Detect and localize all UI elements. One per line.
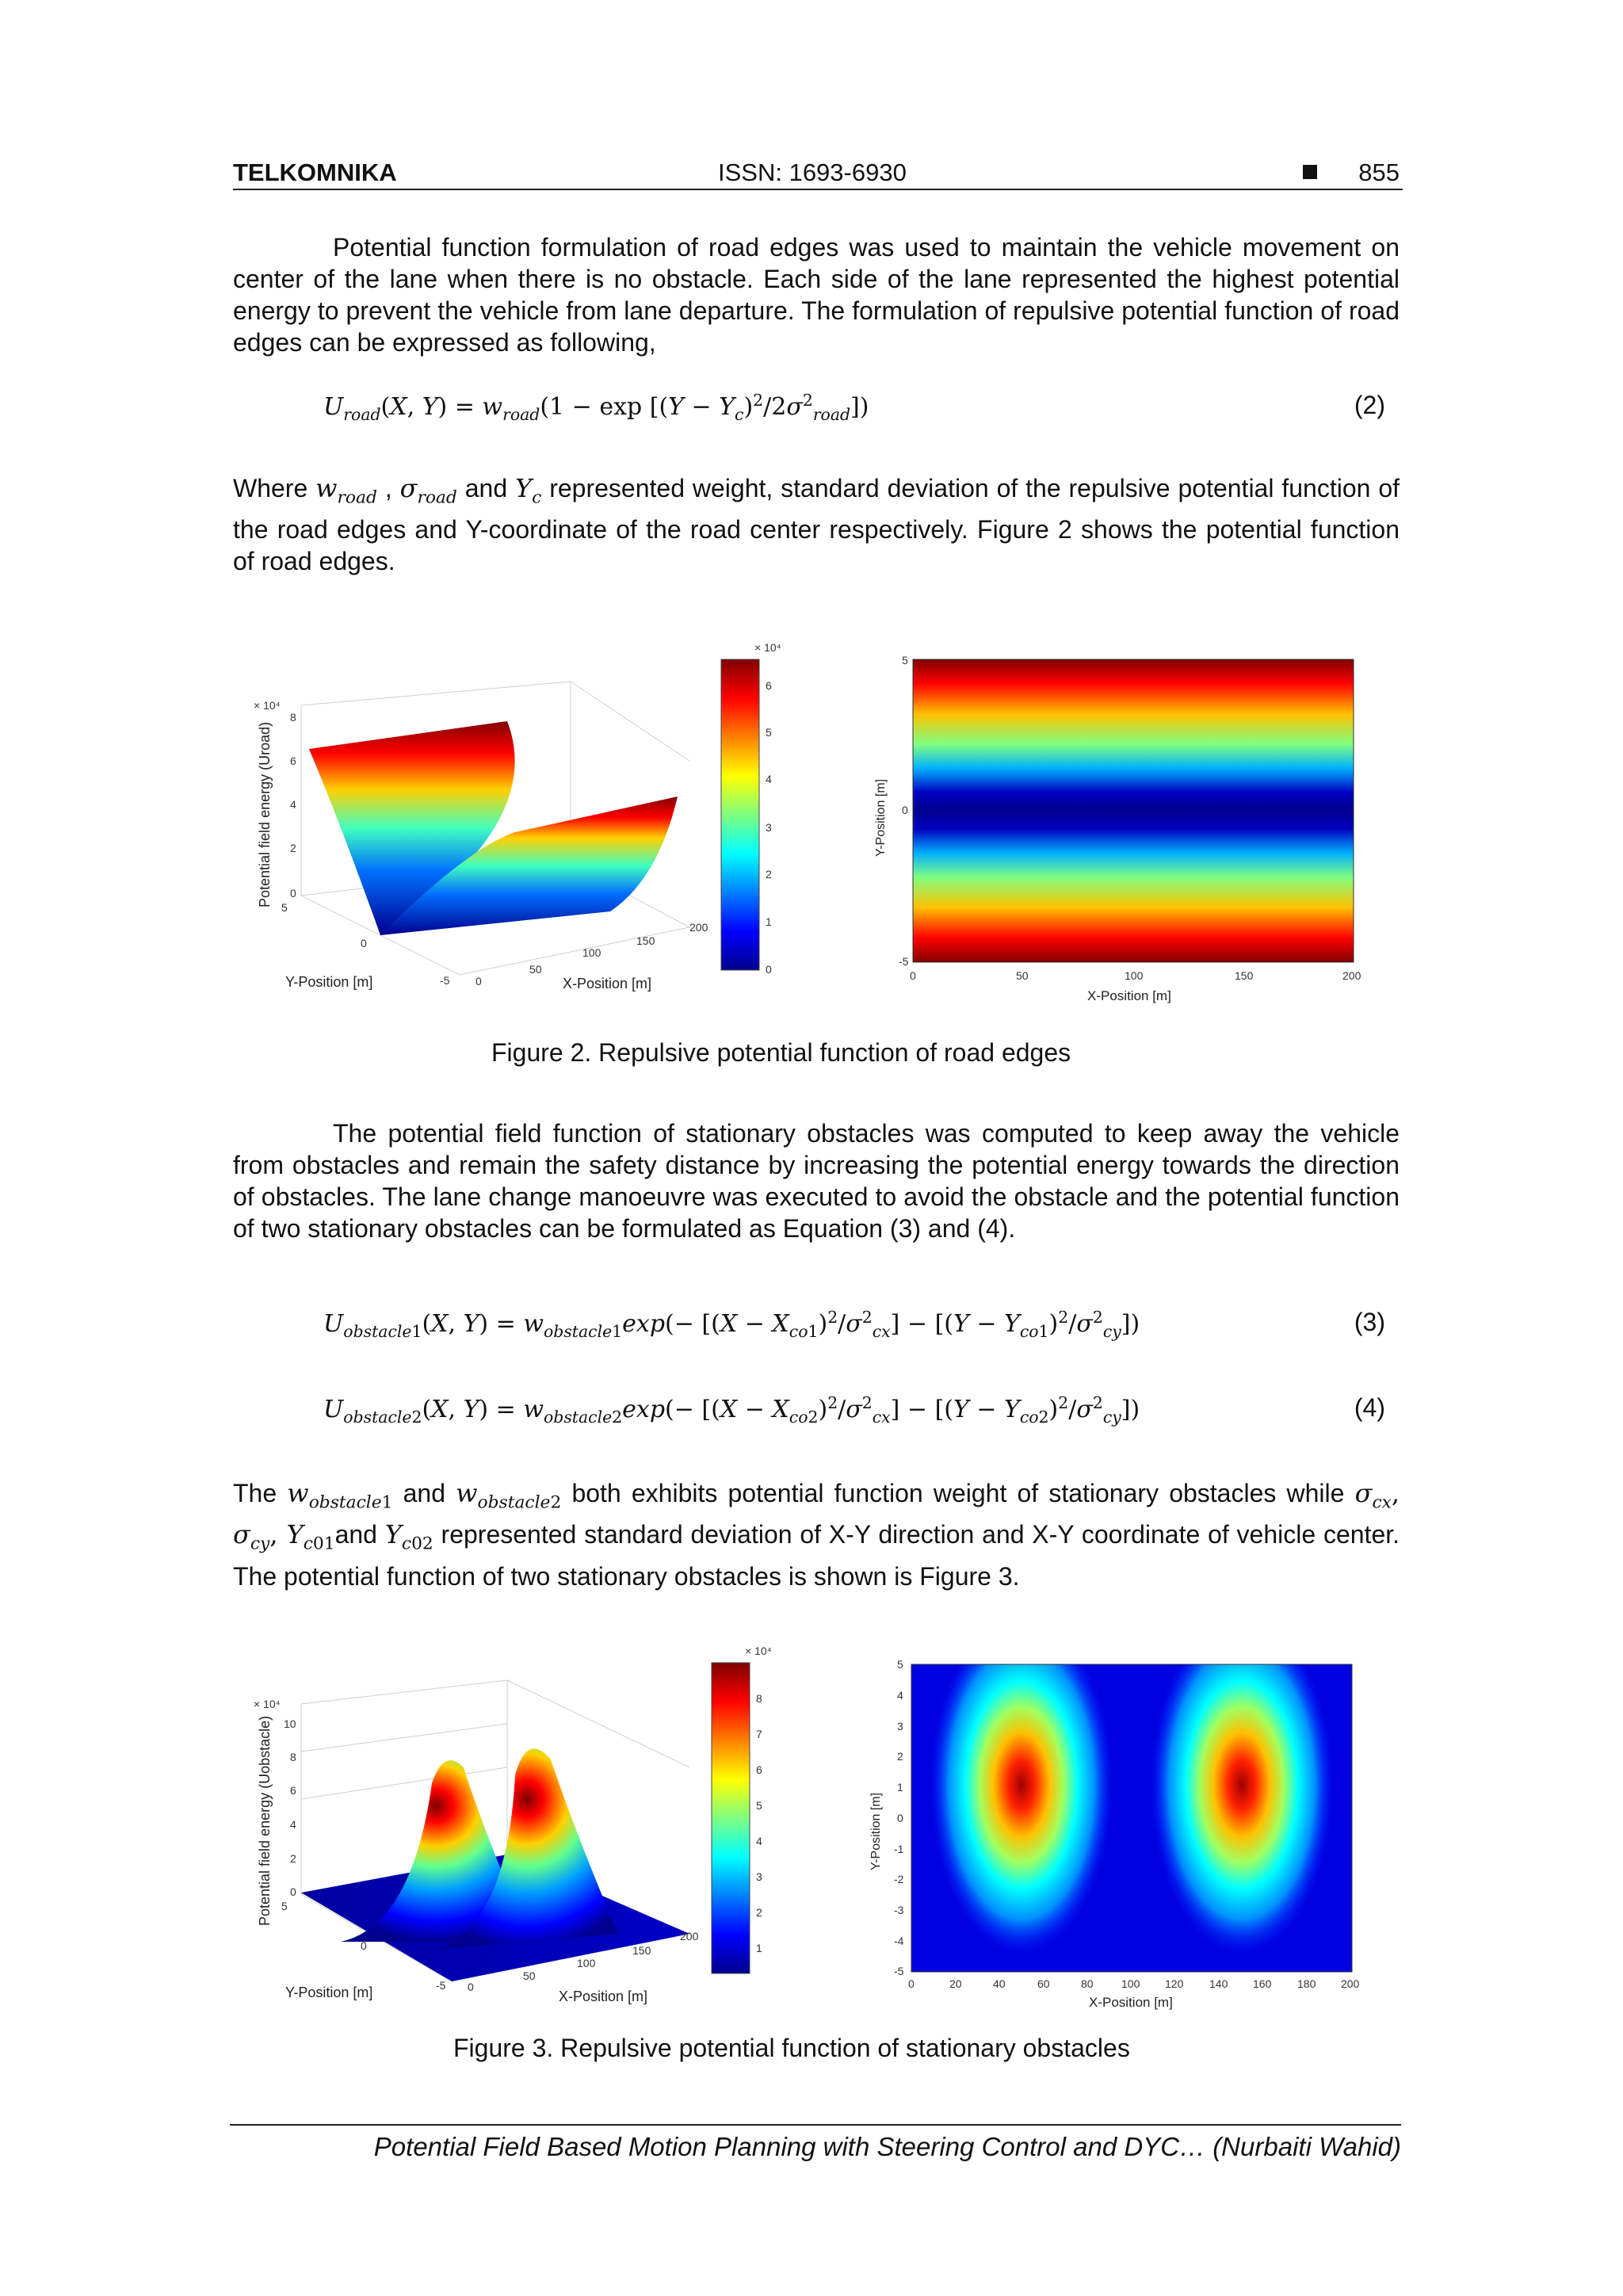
colorbar-tick: 4 [756,1835,762,1847]
colorbar-tick: 4 [766,773,772,785]
map-x-tick: 100 [1125,969,1144,982]
map-y-tick: 0 [902,804,908,816]
map-x-tick: 160 [1253,1977,1272,1990]
y-tick: 5 [281,1900,288,1912]
map-x-tick: 100 [1121,1977,1140,1990]
colorbar-tick: 7 [756,1728,762,1740]
paragraph-road-edges: Potential function formulation of road edges was used to maintain the vehicle movement on center of the lane when there is no obstacle. Each side of the lane represented the highest potential energy to prevent the vehicle from lane departure. The formulation of repulsive potential function of road edges can be expressed as following, [233,233,1400,357]
colorbar-tick: 2 [756,1906,762,1919]
word-and: and [403,1479,445,1507]
footer-rule [230,2124,1401,2126]
x-tick: 50 [529,963,542,976]
colorbar-tick: 5 [756,1799,762,1812]
journal-name: TELKOMNIKA [233,159,397,186]
colorbar-tick: 2 [766,868,772,881]
surface-x-label: X-Position [m] [559,1988,648,2004]
figure-3-surface [246,1672,713,2013]
map-y-label: Y-Position [m] [874,778,888,857]
map-x-tick: 40 [993,1977,1006,1990]
y-tick: 0 [361,1939,367,1952]
figure-2-colorbar [713,637,800,978]
surface-y-label: Y-Position [m] [285,974,373,990]
z-tick: 2 [290,1852,296,1865]
paragraph-weights: The $w_{obstacle1}$ and $w_{obstacle2}$ both exhibits potential function weight of stationary obstacles while $\sigma_{cx}$, $\sigma_{cy}$, $Y_{c01}and$ $Y_{c02}$ represented standard deviation of X-Y direction and X-Y coordinate of vehicle center. The potential function of two stationary obstacles is shown is Figure 3. [233,1478,1400,1591]
word-the: The [233,1479,277,1507]
x-tick: 0 [475,975,482,988]
x-tick: 200 [680,1930,699,1943]
equation-4-number: (4) [1354,1393,1385,1422]
weights-rest: represented standard deviation of X-Y direction and X-Y coordinate of vehicle center. The potential function of two stationary obstacles is shown is Figure 3. [233,1520,1400,1591]
figure-2-map [864,647,1379,1019]
colorbar-scale: × 10⁴ [754,641,781,654]
map-y-tick: 0 [897,1812,903,1824]
map-x-tick: 180 [1297,1977,1316,1990]
map-y-tick: -5 [899,955,909,968]
colorbar-tick: 6 [766,679,772,692]
z-scale: × 10⁴ [254,699,281,712]
map-x-tick: 0 [908,1977,915,1990]
z-tick: 0 [290,1885,296,1898]
map-x-label: X-Position [m] [1089,1995,1173,2010]
colorbar-tick: 8 [756,1692,762,1705]
map-y-tick: 5 [897,1658,903,1671]
z-tick: 10 [284,1717,296,1730]
map-x-tick: 200 [1342,969,1361,982]
z-tick: 0 [290,887,296,900]
surface-x-label: X-Position [m] [563,976,652,991]
x-tick: 0 [468,1981,474,1993]
map-x-label: X-Position [m] [1087,988,1171,1003]
word-and: and [464,474,508,502]
map-y-tick: -2 [894,1873,904,1885]
map-y-tick: -5 [894,1965,904,1977]
equation-4-body: $U_{obstacle2}(X$, $Y) = w_{obstacle2}\exp(- [(X - X_{co2})^2/\sigma^2_{cx}] - [(Y - Y_{co2})^2/\sigma^2_{cy}])$ [323,1393,1140,1427]
map-y-tick: -1 [894,1843,904,1855]
z-tick: 6 [290,1784,296,1797]
colorbar-tick: 6 [756,1763,762,1776]
x-tick: 100 [577,1957,596,1969]
surface-z-label: Potential field energy (Uobstacle) [257,1715,273,1926]
x-tick: 50 [523,1969,536,1982]
weights-mid: both exhibits potential function weight of stationary obstacles while [571,1479,1345,1507]
map-x-tick: 0 [910,969,916,982]
y-tick: -5 [440,974,450,987]
equation-3-body: $U_{obstacle1}(X$, $Y) = w_{obstacle1}\exp(- [(X - X_{co1})^2/\sigma^2_{cx}] - [(Y - Y_{co1})^2/\sigma^2_{cy}])$ [323,1308,1140,1341]
word-where: Where [233,474,308,502]
map-x-tick: 60 [1037,1977,1050,1990]
map-x-tick: 150 [1235,969,1254,982]
sep-comma: , [384,474,392,502]
x-tick: 150 [632,1944,651,1957]
colorbar-tick: 3 [766,821,772,834]
map-x-tick: 140 [1209,1977,1228,1990]
where-rest: represented weight, standard deviation of the repulsive potential function of the road edges and Y-coordinate of the road center respectively. Figure 2 shows the potential function of road edges. [233,474,1400,576]
map-y-tick: 2 [897,1750,903,1763]
equation-2 [323,391,1385,426]
y-tick: -5 [436,1979,446,1992]
colorbar-scale: × 10⁴ [745,1645,772,1657]
equation-2-body: $U_{road}(X$, $Y) = w_{road}(1 - \exp [(Y - Y_c)^2/2\sigma^2_{road}])$ [323,391,869,424]
x-tick: 200 [689,921,708,934]
z-tick: 4 [290,1818,296,1831]
map-x-tick: 80 [1081,1977,1094,1990]
equation-4 [323,1393,1385,1428]
map-y-tick: 5 [902,654,908,667]
page-number: 855 [1358,159,1400,186]
figure-3-map [861,1648,1384,2029]
equation-2-number: (2) [1354,391,1385,419]
colorbar-bar [712,1663,750,1973]
equation-3-number: (3) [1354,1308,1385,1336]
map-y-tick: -3 [894,1904,904,1916]
z-scale: × 10⁴ [254,1698,281,1710]
running-footer: Potential Field Based Motion Planning with Steering Control and DYC… (Nurbaiti Wahid) [373,2132,1401,2161]
z-tick: 8 [290,711,296,724]
running-header [233,155,1403,190]
paragraph-where: Where $w_{road}$ , $\sigma_{road}$ and $Y_c$ represented weight, standard deviation of the repulsive potential function of the road edges and Y-coordinate of the road center respectively. Figure 2 shows the potential function of road edges. [233,473,1400,576]
map-y-tick: 3 [897,1720,903,1733]
map-x-tick: 200 [1341,1977,1360,1990]
z-tick: 8 [290,1751,296,1763]
road-potential-heatmap [913,659,1354,962]
word-and-2: and [334,1520,377,1549]
paragraph-obstacles: The potential field function of stationary obstacles was computed to keep away the vehicle from obstacles and remain the safety distance by increasing the potential energy towards the direction of obstacles. The lane change manoeuvre was executed to avoid the obstacle and the potential function of two stationary obstacles can be formulated as Equation (3) and (4). [233,1119,1400,1243]
surface-y-label: Y-Position [m] [285,1985,373,2000]
map-y-tick: 4 [897,1689,903,1702]
figure-3-colorbar [704,1641,791,1981]
equation-3 [323,1308,1385,1343]
map-y-tick: 1 [897,1781,903,1794]
z-tick: 6 [290,755,296,767]
colorbar-bar [721,659,759,970]
map-x-tick: 20 [949,1977,962,1990]
map-x-tick: 50 [1016,969,1029,982]
colorbar-tick: 3 [756,1870,762,1883]
map-y-label: Y-Position [m] [869,1792,883,1870]
colorbar-tick: 0 [766,963,772,976]
figure-2-surface [246,674,713,999]
figure-3-caption: Figure 3. Repulsive potential function of stationary obstacles [453,2034,1130,2062]
map-y-tick: -4 [894,1935,904,1947]
figure-2-caption: Figure 2. Repulsive potential function of road edges [491,1038,1071,1067]
colorbar-tick: 1 [766,915,772,928]
map-x-tick: 120 [1165,1977,1184,1990]
colorbar-tick: 5 [766,726,772,739]
z-tick: 2 [290,842,296,854]
colorbar-tick: 1 [756,1942,762,1954]
issn: ISSN: 1693-6930 [718,159,907,186]
y-tick: 0 [361,937,367,949]
x-tick: 150 [636,934,655,947]
square-bullet-icon [1303,165,1317,179]
x-tick: 100 [582,946,601,959]
surface-z-label: Potential field energy (Uroad) [257,721,273,907]
y-tick: 5 [281,901,288,914]
z-tick: 4 [290,798,296,811]
